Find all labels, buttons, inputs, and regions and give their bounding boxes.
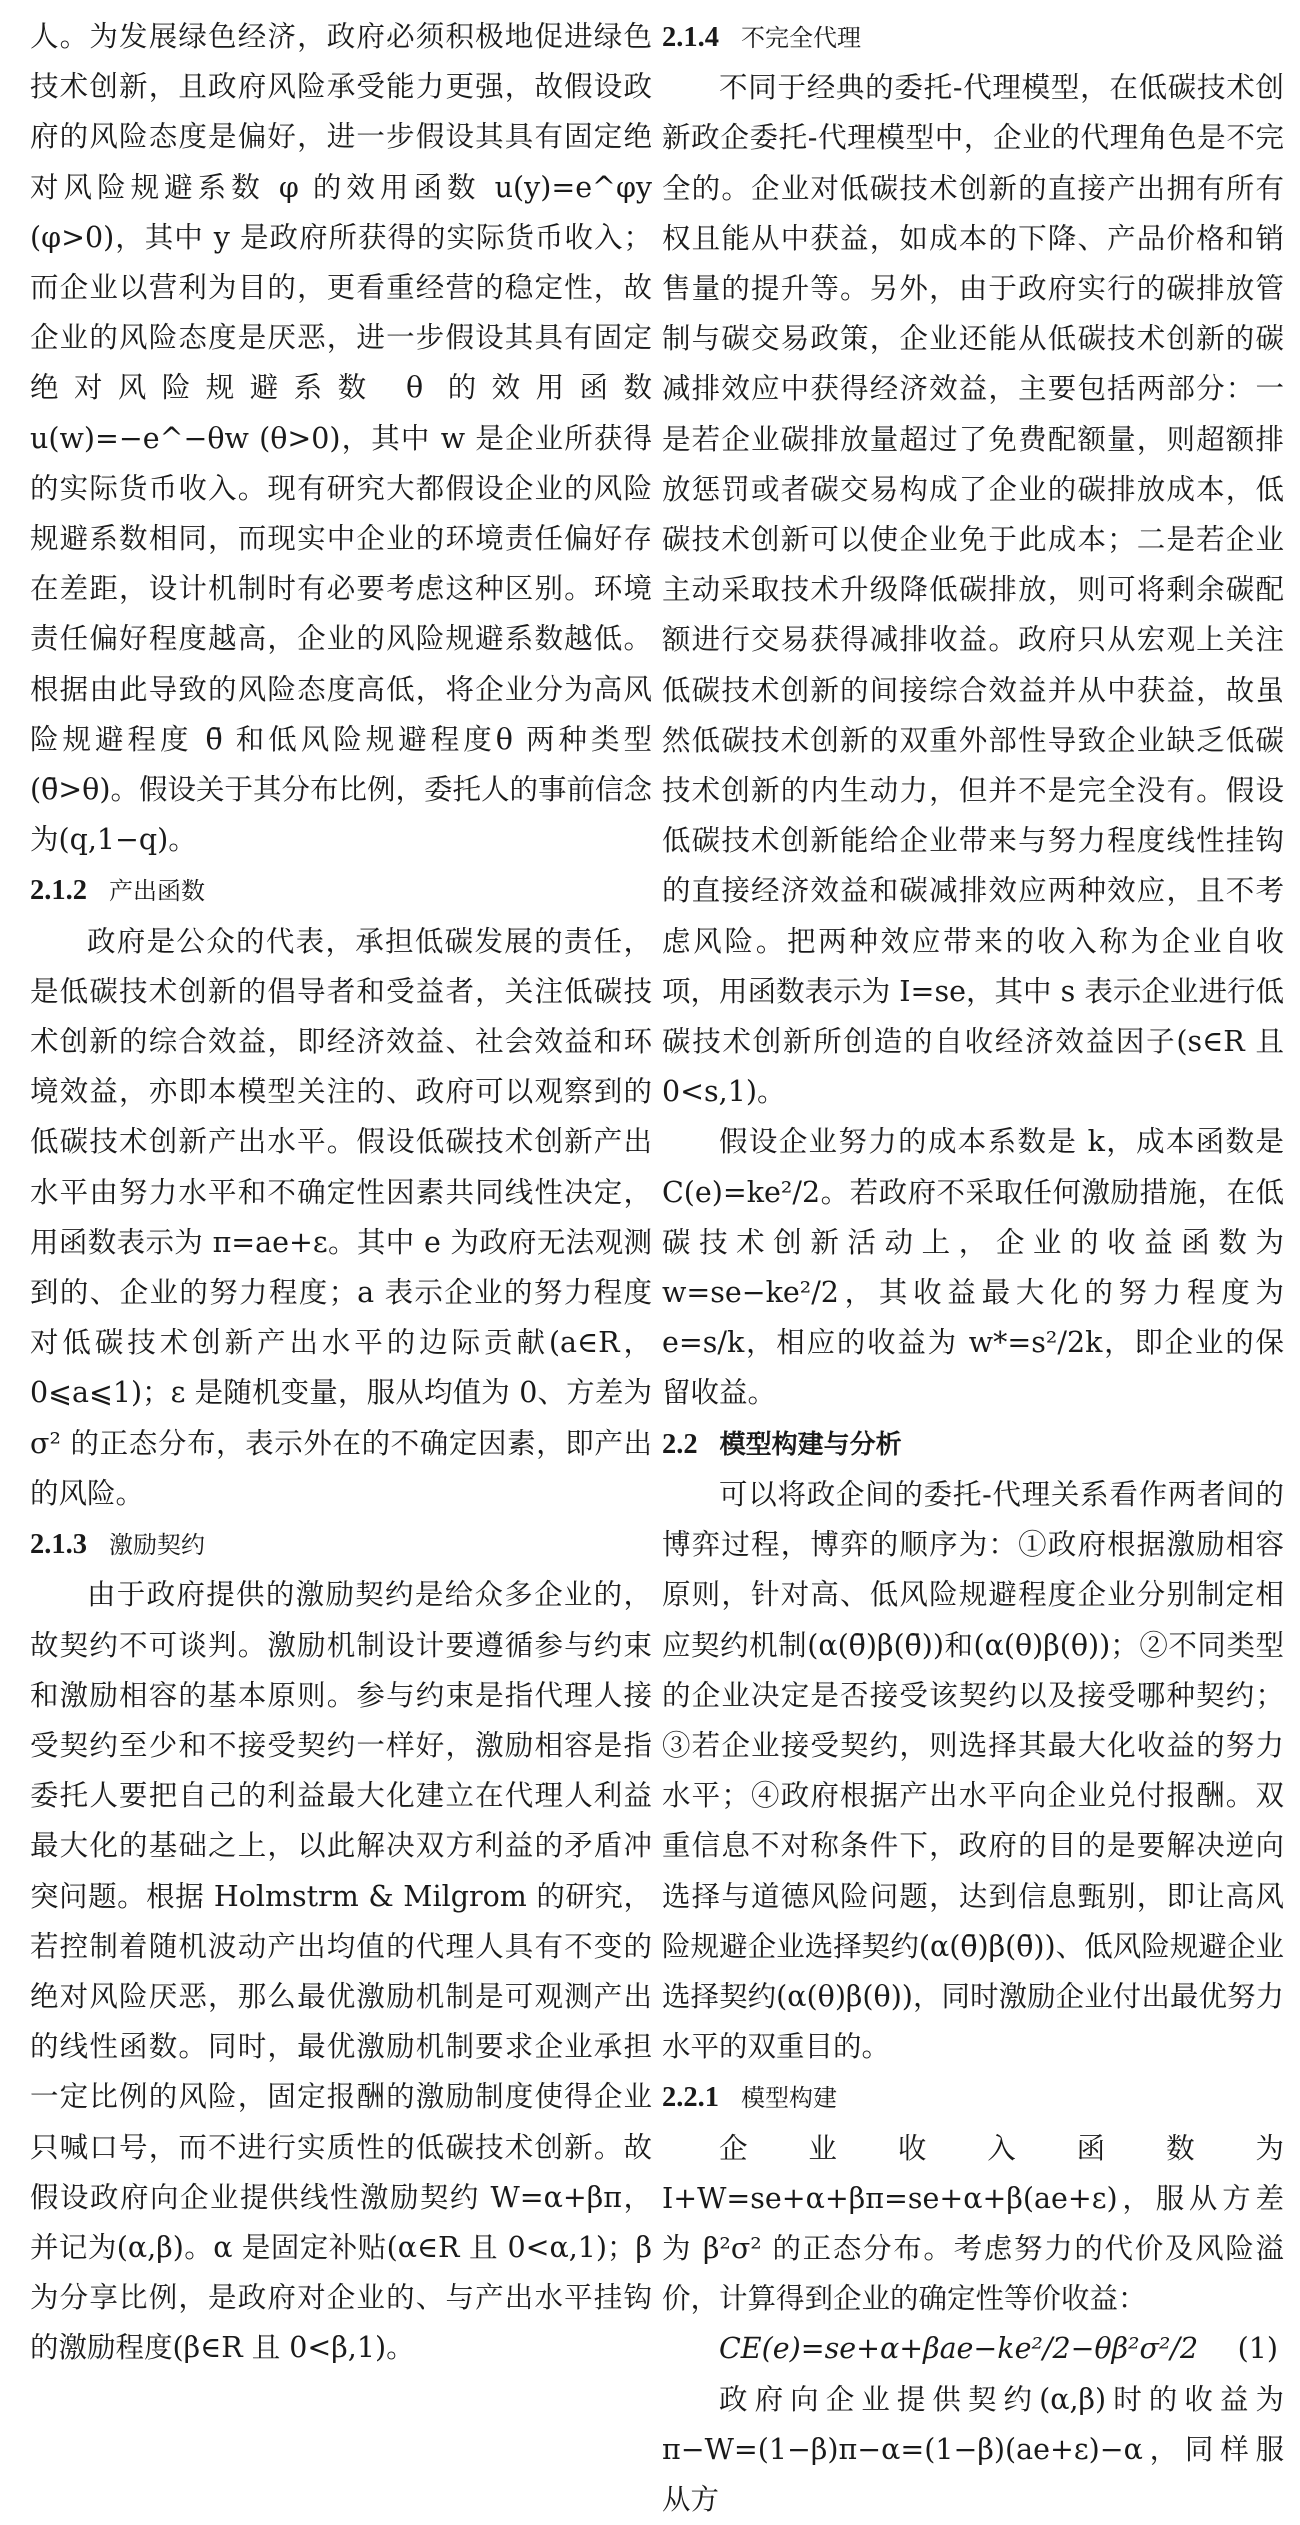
section-heading-2-2 [662,1419,1284,1470]
section-heading-2-1-2 [30,865,652,916]
paragraph-income-function: 企业收入函数为 I+W=se+α+βπ=se+α+β(ae+ε)，服从方差为 β²σ² 的正态分布。考虑努力的代价及风险溢价，计算得到企业的确定性等价收益： [662,2131,1284,2316]
paragraph-output-function: 政府是公众的代表，承担低碳发展的责任，是低碳技术创新的倡导者和受益者，关注低碳技术创新的综合效益，即经济效益、社会效益和环境效益，亦即本模型关注的、政府可以观察到的低碳技术创新产出水平。假设低碳技术创新产出水平由努力水平和不确定性因素共同线性决定，用函数表示为 π=ae+ε。其中 e 为政府无法观测到的、企业的努力程度；a 表示企业的努力程度对低碳技术创新产出水平的边际贡献(a∈R，0⩽a⩽1)；ε 是随机变量，服从均值为 0、方差为 σ² 的正态分布，表示外在的不确定因素，即产出的风险。 [30,924,652,1510]
section-title: 产出函数 [109,877,205,906]
section-heading-2-1-4 [662,12,1284,63]
section-number: 2.2.1 [662,2082,719,2114]
paragraph-government-income: 政府向企业提供契约(α,β)时的收益为 π−W=(1−β)π−α=(1−β)(ae+ε)−α，同样服从方 [662,2382,1284,2516]
section-number: 2.1.2 [30,875,87,907]
section-number: 2.1.4 [662,22,719,53]
left-column [30,12,652,2374]
section-title: 不完全代理 [741,24,861,52]
equation-body: CE(e)=se+α+βae−ke²/2−θβ²σ²/2 [719,2332,1199,2366]
paragraph-incomplete-agency: 不同于经典的委托-代理模型，在低碳技术创新政企委托-代理模型中，企业的代理角色是不完全的。企业对低碳技术创新的直接产出拥有所有权且能从中获益，如成本的下降、产品价格和销售量的提升等。另外，由于政府实行的碳排放管制与碳交易政策，企业还能从低碳技术创新的碳减排效应中获得经济效益，主要包括两部分：一是若企业碳排放量超过了免费配额量，则超额排放惩罚或者碳交易构成了企业的碳排放成本，低碳技术创新可以使企业免于此成本；二是若企业主动采取技术升级降低碳排放，则可将剩余碳配额进行交易获得减排收益。政府只从宏观上关注低碳技术创新的间接综合效益并从中获益，故虽然低碳技术创新的双重外部性导致企业缺乏低碳技术创新的内生动力，但并不是完全没有。假设低碳技术创新能给企业带来与努力程度线性挂钩的直接经济效益和碳减排效应两种效应，且不考虑风险。把两种效应带来的收入称为企业自收项，用函数表示为 I=se，其中 s 表示企业进行低碳技术创新所创造的自收经济效益因子(s∈R 且 0<s,1)。 [662,71,1284,1109]
equation-number: (1) [1237,2332,1278,2366]
section-title: 模型构建与分析 [719,1429,902,1460]
equation-1 [662,2324,1284,2374]
paragraph-game-sequence: 可以将政企间的委托-代理关系看作两者间的博弈过程，博弈的顺序为：①政府根据激励相容原则，针对高、低风险规避程度企业分别制定相应契约机制(α(θ̄)β(θ̄))和(α(θ)β(θ))；②不同类型的企业决定是否接受该契约以及接受哪种契约；③若企业接受契约，则选择其最大化收益的努力水平；④政府根据产出水平向企业兑付报酬。双重信息不对称条件下，政府的目的是要解决逆向选择与道德风险问题，达到信息甄别，即让高风险规避企业选择契约(α(θ̄)β(θ̄))、低风险规避企业选择契约(α(θ)β(θ))，同时激励企业付出最优努力水平的双重目的。 [662,1477,1284,2064]
paragraph-incentive-contract: 由于政府提供的激励契约是给众多企业的，故契约不可谈判。激励机制设计要遵循参与约束和激励相容的基本原则。参与约束是指代理人接受契约至少和不接受契约一样好，激励相容是指委托人要把自己的利益最大化建立在代理人利益最大化的基础之上，以此解决双方利益的矛盾冲突问题。根据 Holmstrm & Milgrom 的研究，若控制着随机波动产出均值的代理人具有不变的绝对风险厌恶，那么最优激励机制是可观测产出的线性函数。同时，最优激励机制要求企业承担一定比例的风险，固定报酬的激励制度使得企业只喊口号，而不进行实质性的低碳技术创新。故假设政府向企业提供线性激励契约 W=α+βπ，并记为(α,β)。α 是固定补贴(α∈R 且 0<α,1)；β 为分享比例，是政府对企业的、与产出水平挂钩的激励程度(β∈R 且 0<β,1)。 [30,1578,652,2365]
section-heading-2-1-3 [30,1519,652,1570]
section-title: 激励契约 [109,1531,205,1560]
paragraph-cost-function: 假设企业努力的成本系数是 k，成本函数是 C(e)=ke²/2。若政府不采取任何激励措施，在低碳技术创新活动上，企业的收益函数为 w=se−ke²/2，其收益最大化的努力程度为 e=s/k，相应的收益为 w*=s²/2k，即企业的保留收益。 [662,1125,1284,1410]
section-number: 2.2 [662,1428,698,1460]
section-number: 2.1.3 [30,1529,87,1561]
right-column [662,12,1284,2525]
paragraph-risk-attitude: 人。为发展绿色经济，政府必须积极地促进绿色技术创新，且政府风险承受能力更强，故假设政府的风险态度是偏好，进一步假设其具有固定绝对风险规避系数 φ 的效用函数 u(y)=e^φy (φ>0)，其中 y 是政府所获得的实际货币收入；而企业以营利为目的，更看重经营的稳定性，故企业的风险态度是厌恶，进一步假设其具有固定绝对风险规避系数 θ 的效用函数 u(w)=−e^−θw (θ>0)，其中 w 是企业所获得的实际货币收入。现有研究大都假设企业的风险规避系数相同，而现实中企业的环境责任偏好存在差距，设计机制时有必要考虑这种区别。环境责任偏好程度越高，企业的风险规避系数越低。根据由此导致的风险态度高低，将企业分为高风险规避程度 θ̄ 和低风险规避程度θ 两种类型(θ̄>θ)。假设关于其分布比例，委托人的事前信念为(q,1−q)。 [30,20,652,857]
section-title: 模型构建 [741,2084,837,2113]
section-heading-2-2-1 [662,2072,1284,2123]
